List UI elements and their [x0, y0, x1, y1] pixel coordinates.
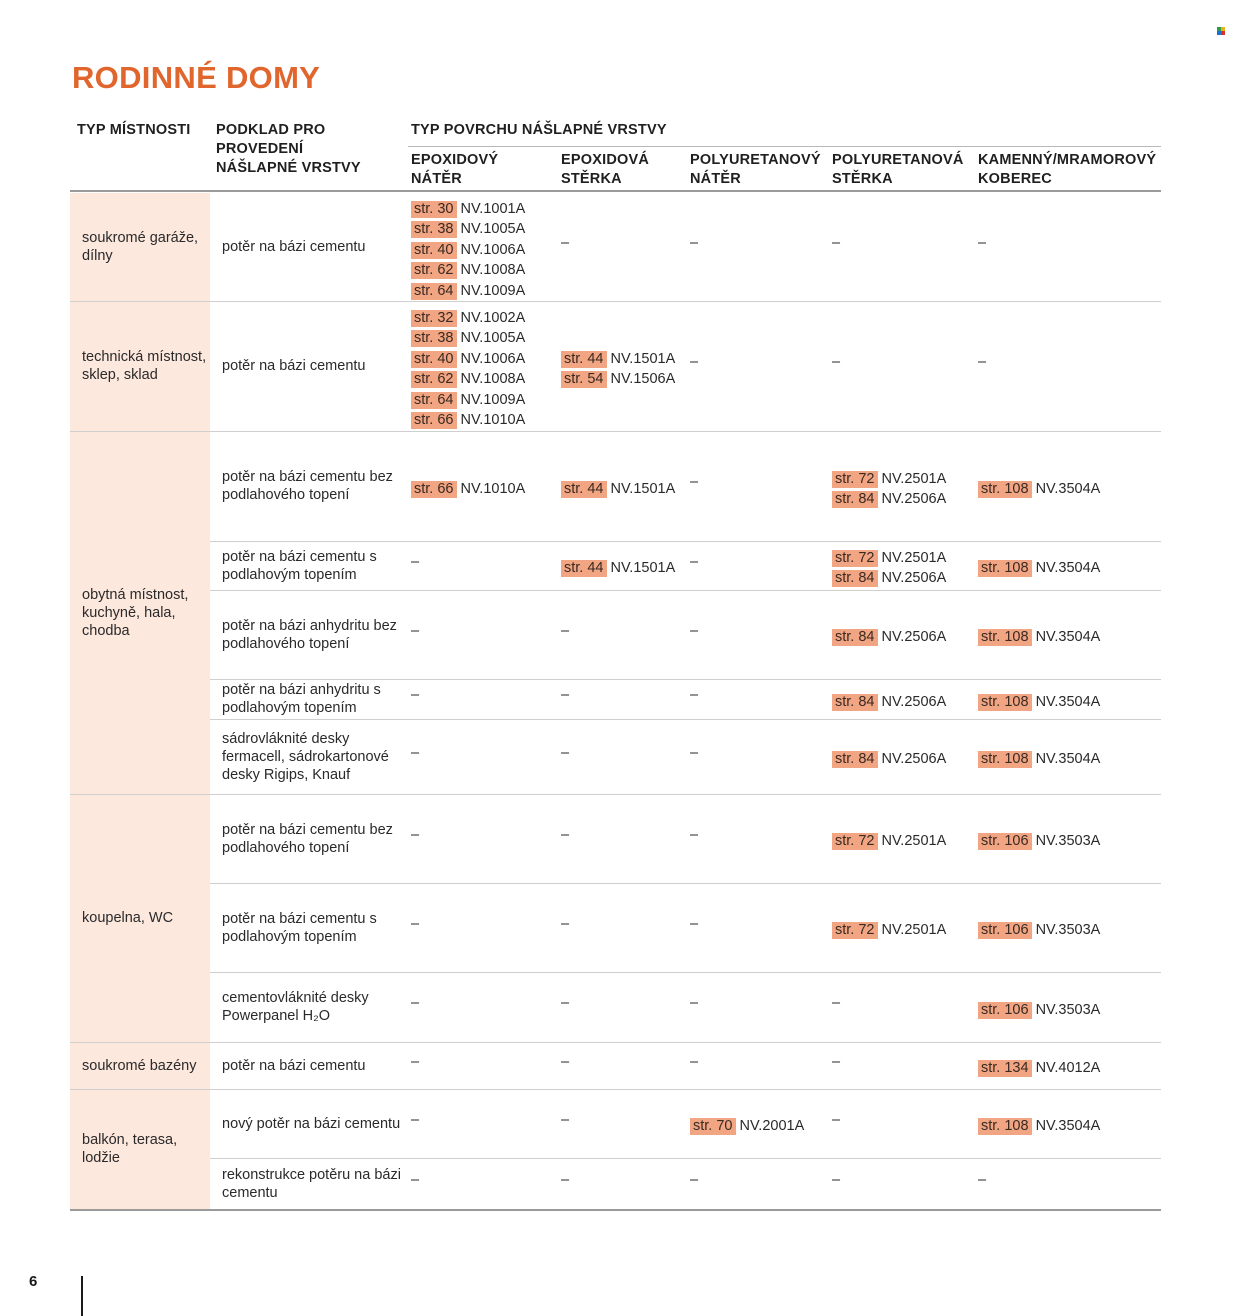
- page-reference-badge[interactable]: str. 62: [411, 262, 457, 279]
- empty-cell-dash: –: [411, 916, 420, 932]
- product-reference: [411, 240, 525, 260]
- product-code: NV.1008A: [460, 262, 526, 279]
- product-reference: [832, 920, 946, 940]
- product-reference-cell: [832, 692, 946, 712]
- page-reference-badge[interactable]: str. 38: [411, 330, 457, 347]
- empty-cell-dash: –: [411, 827, 420, 843]
- header-pu-screed: POLYURETANOVÁ STĚRKA: [832, 152, 964, 187]
- product-code: NV.1009A: [460, 282, 526, 299]
- substrate-label: sádrovláknité desky fermacell, sádrokartonové desky Rigips, Knauf: [222, 731, 389, 783]
- product-reference: [561, 479, 675, 499]
- product-reference-cell: [561, 349, 675, 390]
- product-reference-cell: [832, 749, 946, 769]
- page-reference-badge[interactable]: str. 84: [832, 491, 878, 508]
- empty-cell-dash: –: [832, 354, 841, 370]
- page-reference-badge[interactable]: str. 54: [561, 371, 607, 388]
- product-code: NV.1002A: [460, 310, 526, 326]
- product-reference-cell: [561, 558, 675, 578]
- product-reference: [978, 1058, 1100, 1078]
- empty-cell-dash: –: [690, 687, 699, 703]
- empty-cell-dash: –: [411, 1172, 420, 1188]
- empty-cell-dash: –: [561, 1112, 570, 1128]
- product-code: NV.1010A: [460, 481, 526, 497]
- product-reference: [411, 328, 525, 348]
- room-type-label: soukromé garáže, dílny: [82, 230, 199, 264]
- page-reference-badge[interactable]: str. 66: [411, 412, 457, 429]
- product-code: NV.2506A: [881, 491, 947, 508]
- page-reference-badge[interactable]: str. 72: [832, 550, 878, 567]
- page-reference-badge[interactable]: str. 106: [978, 833, 1032, 850]
- empty-cell-dash: –: [561, 916, 570, 932]
- page-reference-badge[interactable]: str. 32: [411, 310, 457, 327]
- product-code: NV.2506A: [881, 751, 947, 767]
- substrate-label: potěr na bázi cementu s podlahovým topením: [222, 549, 377, 583]
- product-code: NV.3503A: [1035, 1002, 1101, 1018]
- row-divider: [70, 1209, 1161, 1211]
- page-reference-badge[interactable]: str. 72: [832, 833, 878, 850]
- page-reference-badge[interactable]: str. 106: [978, 922, 1032, 939]
- product-code: NV.2501A: [881, 550, 947, 566]
- product-code: NV.1506A: [610, 371, 676, 388]
- empty-cell-dash: –: [690, 827, 699, 843]
- empty-cell-dash: –: [832, 1054, 841, 1070]
- empty-cell-dash: –: [411, 687, 420, 703]
- product-code: NV.3503A: [1035, 833, 1101, 849]
- row-divider: [70, 1042, 1161, 1043]
- page-title: RODINNÉ DOMY: [72, 60, 321, 95]
- product-reference-cell: [978, 558, 1100, 578]
- page-reference-badge[interactable]: str. 84: [832, 751, 878, 768]
- empty-cell-dash: –: [561, 1054, 570, 1070]
- product-reference: [978, 920, 1100, 940]
- product-code: NV.2001A: [739, 1118, 805, 1134]
- product-reference-cell: [832, 627, 946, 647]
- product-code: NV.1501A: [610, 481, 676, 497]
- header-stone-carpet: KAMENNÝ/MRAMOROVÝ KOBEREC: [978, 152, 1157, 187]
- row-divider: [210, 719, 1161, 720]
- empty-cell-dash: –: [832, 1112, 841, 1128]
- row-divider: [210, 883, 1161, 884]
- empty-cell-dash: –: [978, 235, 987, 251]
- product-code: NV.1501A: [610, 560, 676, 576]
- page-reference-badge[interactable]: str. 38: [411, 221, 457, 238]
- substrate-label: potěr na bázi cementu bez podlahového topení: [222, 822, 393, 856]
- page-reference-badge[interactable]: str. 44: [561, 351, 607, 368]
- product-reference: [978, 558, 1100, 578]
- product-reference-cell: [978, 1000, 1100, 1020]
- header-base: PODKLAD PRO PROVEDENÍ NÁŠLAPNÉ VRSTVY: [216, 122, 361, 176]
- corner-mark-icon: [1217, 27, 1225, 35]
- header-pu-coating: POLYURETANOVÝ NÁTĚR: [690, 152, 821, 187]
- page-reference-badge[interactable]: str. 62: [411, 371, 457, 388]
- page-reference-badge[interactable]: str. 66: [411, 481, 457, 498]
- substrate-label: rekonstrukce potěru na bázi cementu: [222, 1167, 401, 1201]
- empty-cell-dash: –: [832, 1172, 841, 1188]
- product-reference-cell: [978, 479, 1100, 499]
- page-reference-badge[interactable]: str. 64: [411, 283, 457, 300]
- product-code: NV.3503A: [1035, 922, 1101, 938]
- page-reference-badge[interactable]: str. 108: [978, 751, 1032, 768]
- substrate-label: potěr na bázi cementu: [222, 1058, 366, 1074]
- product-code: NV.2506A: [881, 629, 947, 645]
- product-reference-cell: [978, 920, 1100, 940]
- product-code: NV.1005A: [460, 221, 526, 238]
- product-reference-cell: [978, 627, 1100, 647]
- product-reference: [411, 219, 525, 239]
- page-reference-badge[interactable]: str. 40: [411, 242, 457, 259]
- page-reference-badge[interactable]: str. 44: [561, 481, 607, 498]
- product-reference: [978, 1000, 1100, 1020]
- room-type-label: balkón, terasa, lodžie: [82, 1132, 178, 1166]
- product-reference-cell: [690, 1116, 804, 1136]
- empty-cell-dash: –: [978, 1172, 987, 1188]
- page-reference-badge[interactable]: str. 108: [978, 629, 1032, 646]
- empty-cell-dash: –: [411, 1112, 420, 1128]
- product-code: NV.3504A: [1035, 1118, 1101, 1134]
- page-reference-badge[interactable]: str. 134: [978, 1060, 1032, 1077]
- product-reference: [561, 349, 675, 369]
- page-reference-badge[interactable]: str. 64: [411, 392, 457, 409]
- row-divider: [70, 794, 1161, 795]
- product-reference: [978, 831, 1100, 851]
- product-code: NV.2506A: [881, 570, 947, 587]
- empty-cell-dash: –: [690, 235, 699, 251]
- product-reference-cell: [978, 831, 1100, 851]
- header-room-type: TYP MÍSTNOSTI: [77, 122, 191, 138]
- empty-cell-dash: –: [690, 916, 699, 932]
- empty-cell-dash: –: [561, 1172, 570, 1188]
- page-reference-badge[interactable]: str. 106: [978, 1002, 1032, 1019]
- product-reference: [411, 199, 525, 219]
- page-reference-badge[interactable]: str. 108: [978, 560, 1032, 577]
- header-group-divider: [408, 146, 1161, 147]
- empty-cell-dash: –: [690, 995, 699, 1011]
- empty-cell-dash: –: [690, 474, 699, 490]
- product-reference: [411, 260, 525, 280]
- product-reference-cell: [978, 1116, 1100, 1136]
- product-code: NV.1008A: [460, 371, 526, 388]
- page-reference-badge[interactable]: str. 108: [978, 1118, 1032, 1135]
- empty-cell-dash: –: [411, 554, 420, 570]
- empty-cell-dash: –: [411, 995, 420, 1011]
- product-reference: [561, 369, 675, 389]
- product-reference: [832, 692, 946, 712]
- row-divider: [210, 679, 1161, 680]
- product-code: NV.3504A: [1035, 560, 1101, 576]
- product-reference: [411, 281, 525, 301]
- empty-cell-dash: –: [978, 354, 987, 370]
- row-divider: [210, 541, 1161, 542]
- product-reference-cell: [411, 479, 525, 499]
- empty-cell-dash: –: [561, 745, 570, 761]
- page-reference-badge[interactable]: str. 72: [832, 922, 878, 939]
- header-epoxy-coating: EPOXIDOVÝ NÁTĚR: [411, 152, 499, 187]
- header-surface-group: TYP POVRCHU NÁŠLAPNÉ VRSTVY: [411, 122, 667, 138]
- empty-cell-dash: –: [690, 623, 699, 639]
- row-divider: [210, 590, 1161, 591]
- product-reference: [832, 831, 946, 851]
- empty-cell-dash: –: [690, 554, 699, 570]
- product-code: NV.1501A: [610, 351, 676, 367]
- empty-cell-dash: –: [411, 745, 420, 761]
- empty-cell-dash: –: [690, 354, 699, 370]
- room-type-label: obytná místnost, kuchyně, hala, chodba: [82, 587, 189, 639]
- product-code: NV.3504A: [1035, 694, 1101, 710]
- empty-cell-dash: –: [411, 623, 420, 639]
- substrate-label: potěr na bázi cementu: [222, 239, 366, 255]
- empty-cell-dash: –: [561, 995, 570, 1011]
- product-code: NV.1006A: [460, 350, 526, 367]
- page-reference-badge[interactable]: str. 108: [978, 481, 1032, 498]
- room-type-label: koupelna, WC: [82, 910, 174, 926]
- row-divider: [70, 431, 1161, 432]
- product-code: NV.2501A: [881, 471, 947, 487]
- substrate-label: potěr na bázi anhydritu s podlahovým topením: [222, 682, 381, 716]
- row-divider: [70, 301, 1161, 302]
- product-code: NV.3504A: [1035, 481, 1101, 497]
- product-reference-cell: [561, 479, 675, 499]
- empty-cell-dash: –: [561, 827, 570, 843]
- page-reference-badge[interactable]: str. 70: [690, 1118, 736, 1135]
- substrate-label: potěr na bázi cementu: [222, 358, 366, 374]
- product-reference: [978, 749, 1100, 769]
- product-reference: [411, 479, 525, 499]
- product-reference-cell: [832, 548, 946, 589]
- product-code: NV.2501A: [881, 922, 947, 938]
- product-reference: [411, 410, 525, 430]
- substrate-label: potěr na bázi anhydritu bez podlahového topení: [222, 618, 397, 652]
- empty-cell-dash: –: [561, 623, 570, 639]
- room-type-label: technická místnost, sklep, sklad: [82, 349, 207, 383]
- product-reference-cell: [832, 469, 946, 510]
- page-number-bar: [81, 1276, 83, 1316]
- product-code: NV.1010A: [460, 411, 526, 428]
- room-type-label: soukromé bazény: [82, 1058, 197, 1074]
- header-epoxy-screed: EPOXIDOVÁ STĚRKA: [561, 152, 650, 187]
- page-reference-badge[interactable]: str. 84: [832, 570, 878, 587]
- page-reference-badge[interactable]: str. 72: [832, 471, 878, 488]
- product-reference: [832, 749, 946, 769]
- empty-cell-dash: –: [411, 1054, 420, 1070]
- product-reference: [411, 390, 525, 410]
- row-divider: [70, 1089, 1161, 1090]
- empty-cell-dash: –: [832, 235, 841, 251]
- product-reference: [978, 479, 1100, 499]
- product-reference-cell: [411, 199, 525, 301]
- empty-cell-dash: –: [561, 687, 570, 703]
- product-reference: [411, 369, 525, 389]
- empty-cell-dash: –: [690, 1172, 699, 1188]
- product-reference: [561, 558, 675, 578]
- page-reference-badge[interactable]: str. 44: [561, 560, 607, 577]
- empty-cell-dash: –: [561, 235, 570, 251]
- product-reference-cell: [978, 692, 1100, 712]
- page-reference-badge[interactable]: str. 108: [978, 694, 1032, 711]
- product-reference: [978, 627, 1100, 647]
- empty-cell-dash: –: [690, 745, 699, 761]
- product-code: NV.1001A: [460, 201, 526, 217]
- product-reference-cell: [832, 920, 946, 940]
- product-reference: [978, 692, 1100, 712]
- page-number: 6: [29, 1273, 38, 1290]
- product-reference: [832, 568, 946, 588]
- page-reference-badge[interactable]: str. 84: [832, 694, 878, 711]
- product-reference: [832, 627, 946, 647]
- page-reference-badge[interactable]: str. 40: [411, 351, 457, 368]
- product-code: NV.1006A: [460, 241, 526, 258]
- product-reference-cell: [411, 308, 525, 430]
- product-code: NV.1009A: [460, 391, 526, 408]
- substrate-label: nový potěr na bázi cementu: [222, 1116, 401, 1132]
- product-reference: [832, 489, 946, 509]
- substrate-label: potěr na bázi cementu s podlahovým topením: [222, 911, 377, 945]
- product-code: NV.1005A: [460, 330, 526, 347]
- empty-cell-dash: –: [832, 995, 841, 1011]
- product-code: NV.2506A: [881, 694, 947, 710]
- product-code: NV.4012A: [1035, 1060, 1101, 1076]
- product-code: NV.3504A: [1035, 629, 1101, 645]
- header-rule: [70, 190, 1161, 192]
- product-reference: [411, 349, 525, 369]
- substrate-label: potěr na bázi cementu bez podlahového topení: [222, 469, 393, 503]
- product-reference: [832, 469, 946, 489]
- product-reference: [411, 308, 525, 328]
- product-code: NV.2501A: [881, 833, 947, 849]
- page-reference-badge[interactable]: str. 30: [411, 201, 457, 218]
- product-reference-cell: [978, 1058, 1100, 1078]
- empty-cell-dash: –: [690, 1054, 699, 1070]
- row-divider: [210, 1158, 1161, 1159]
- substrate-label: cementovláknité desky Powerpanel H₂O: [222, 990, 369, 1024]
- product-reference-cell: [978, 749, 1100, 769]
- product-reference-cell: [832, 831, 946, 851]
- product-reference: [832, 548, 946, 568]
- product-reference: [690, 1116, 804, 1136]
- product-reference: [978, 1116, 1100, 1136]
- product-code: NV.3504A: [1035, 751, 1101, 767]
- row-divider: [210, 972, 1161, 973]
- page-reference-badge[interactable]: str. 84: [832, 629, 878, 646]
